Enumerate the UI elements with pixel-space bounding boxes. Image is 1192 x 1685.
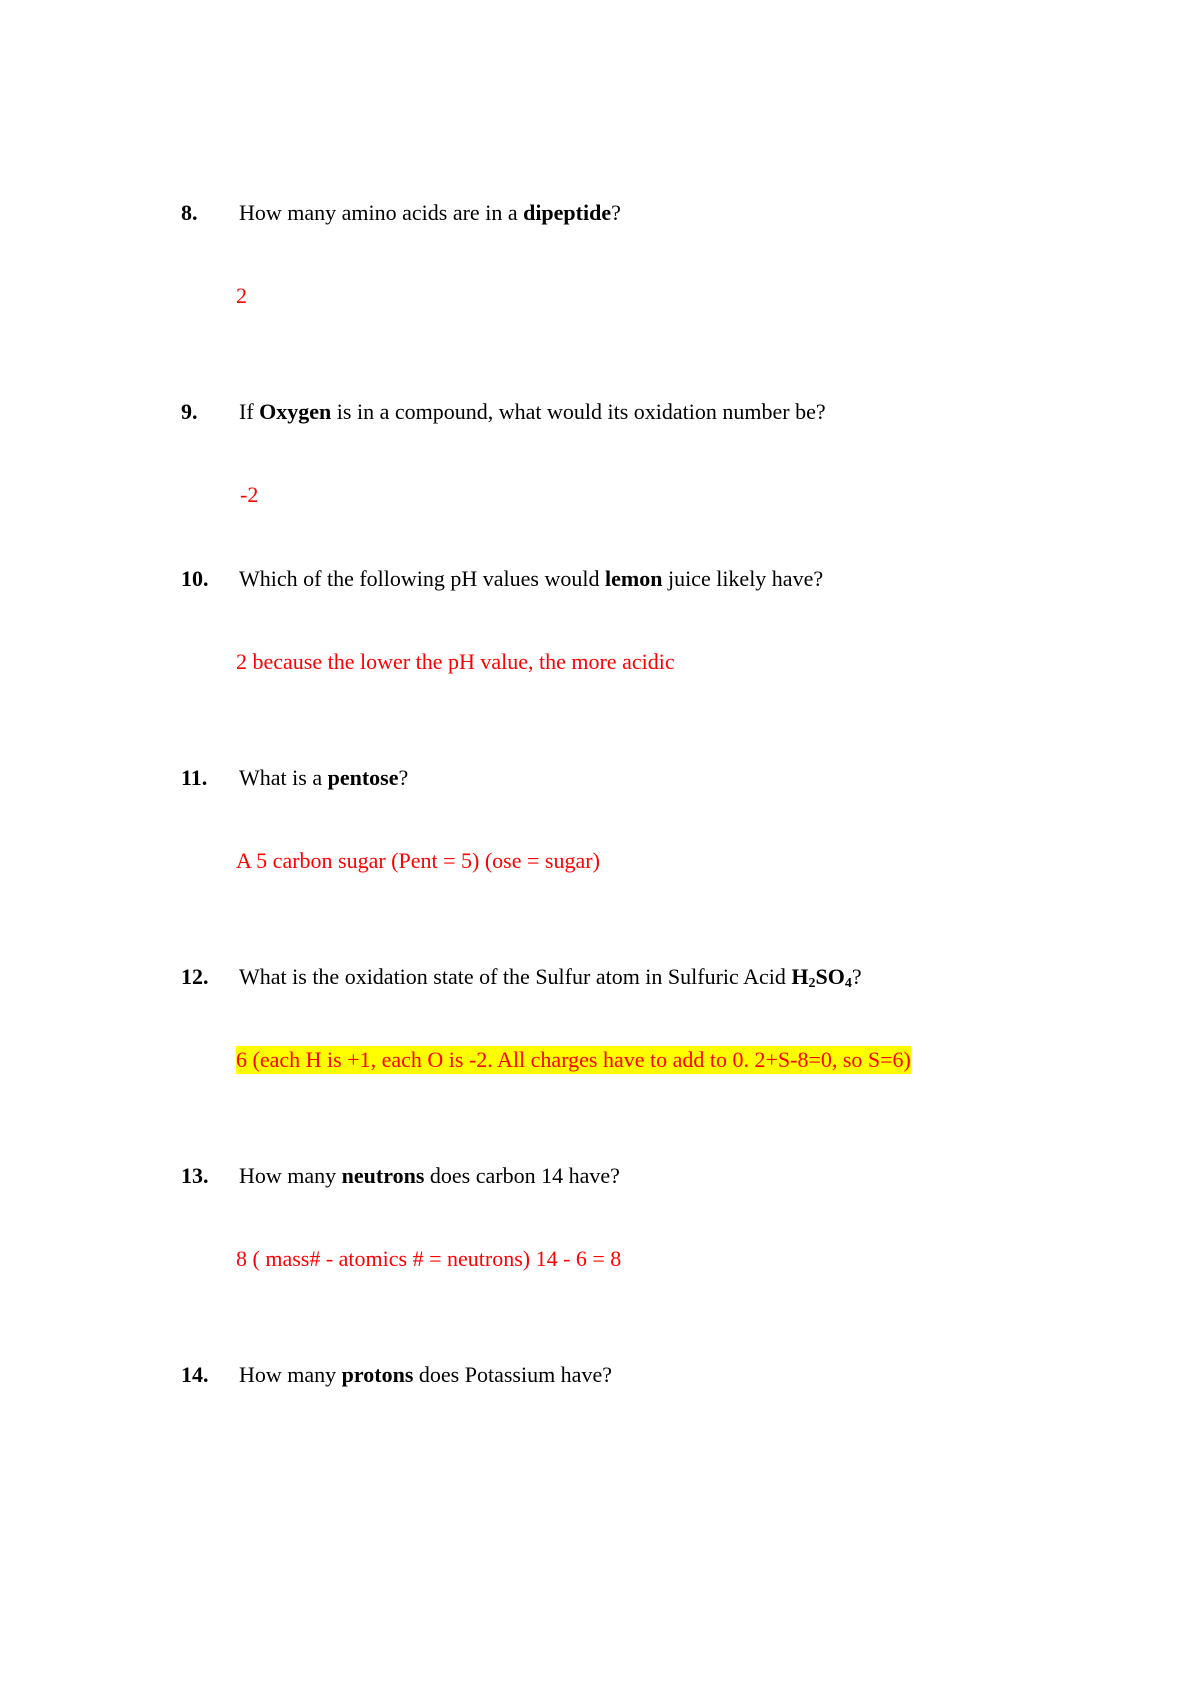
question-number: 10. (181, 566, 209, 591)
question-number: 9. (181, 399, 198, 424)
answer-text: 8 ( mass# - atomics # = neutrons) 14 - 6 = 8 (236, 1246, 622, 1271)
question-text: What is a pentose? (239, 765, 409, 790)
question-number: 14. (181, 1362, 209, 1387)
question-number: 8. (181, 200, 198, 225)
answer-text: 2 (236, 283, 247, 308)
question-text: If Oxygen is in a compound, what would its oxidation number be? (239, 399, 826, 424)
question-number: 13. (181, 1163, 209, 1188)
answer-text: -2 (240, 482, 259, 507)
highlighted-answer-text: 6 (each H is +1, each O is -2. All charges have to add to 0. 2+S-8=0, so S=6) (236, 1047, 911, 1072)
question-text: How many amino acids are in a dipeptide? (239, 200, 621, 225)
question-text: How many neutrons does carbon 14 have? (239, 1163, 620, 1188)
question-number: 12. (181, 964, 209, 989)
answer-text: A 5 carbon sugar (Pent = 5) (ose = sugar) (236, 848, 600, 873)
chemical-formula: $H_2SO_4$ (791, 964, 852, 991)
question-text: Which of the following pH values would lemon juice likely have? (239, 566, 824, 591)
question-text: What is the oxidation state of the Sulfur atom in Sulfuric Acid $H_2SO_4$? (239, 964, 862, 991)
answer-text: 2 because the lower the pH value, the more acidic (236, 649, 675, 674)
question-number: 11. (181, 765, 208, 790)
question-text: How many protons does Potassium have? (239, 1362, 612, 1387)
